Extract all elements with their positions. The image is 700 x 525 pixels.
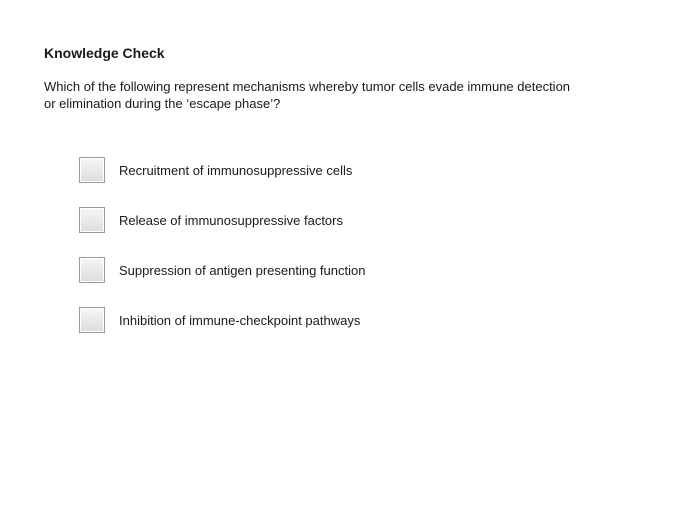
answer-option-4[interactable] [79, 305, 365, 335]
knowledge-check-panel [44, 44, 644, 112]
answer-label-3[interactable]: Suppression of antigen presenting function [119, 262, 366, 278]
answer-option-3[interactable] [79, 255, 365, 285]
answer-label-1[interactable]: Recruitment of immunosuppressive cells [119, 162, 353, 178]
answer-option-2[interactable] [79, 205, 365, 235]
answer-label-4[interactable]: Inhibition of immune-checkpoint pathways [119, 312, 361, 328]
quiz-title: Knowledge Check [44, 45, 165, 61]
answer-options [79, 155, 365, 355]
answer-checkbox-1[interactable] [79, 157, 105, 183]
answer-checkbox-2[interactable] [79, 207, 105, 233]
answer-checkbox-4[interactable] [79, 307, 105, 333]
answer-option-1[interactable] [79, 155, 365, 185]
answer-checkbox-3[interactable] [79, 257, 105, 283]
answer-label-2[interactable]: Release of immunosuppressive factors [119, 212, 343, 228]
question-text: Which of the following represent mechanisms whereby tumor cells evade immune detection or elimination during the ‘escape phase’? [44, 79, 571, 111]
